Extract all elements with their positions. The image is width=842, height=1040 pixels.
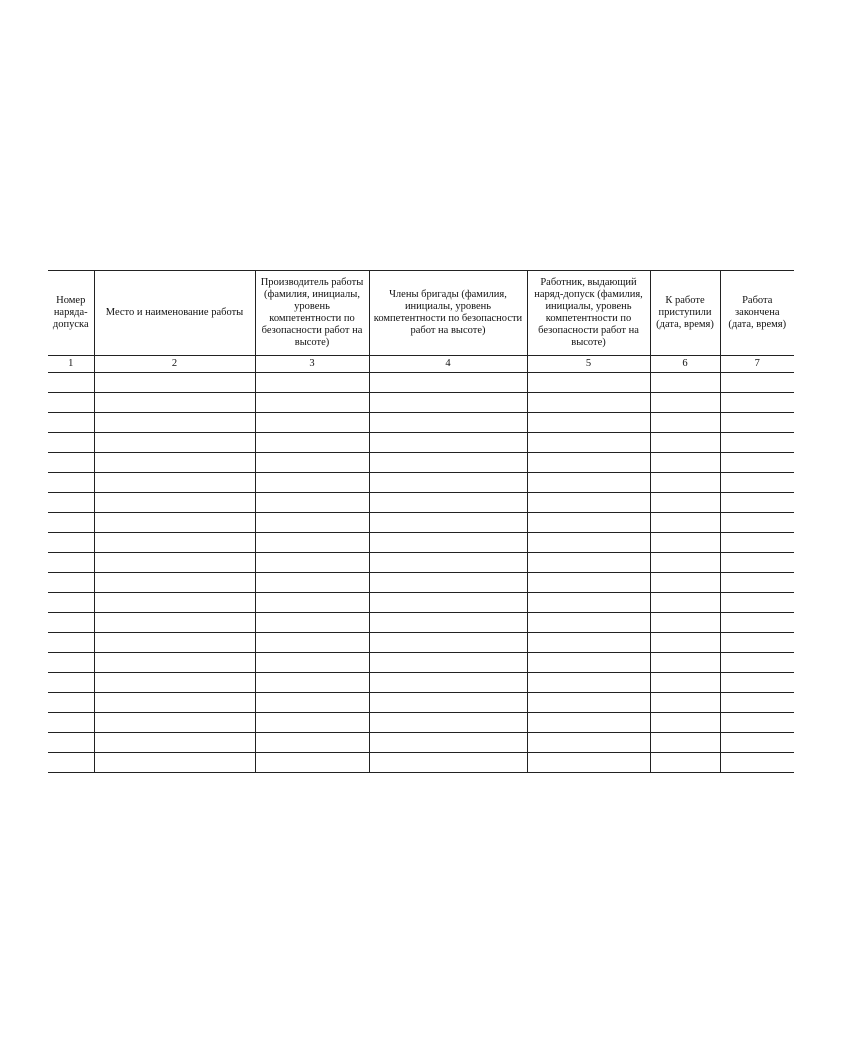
table-cell: [94, 413, 255, 433]
table-row: [48, 533, 794, 553]
table-cell: [369, 593, 527, 613]
table-cell: [650, 493, 720, 513]
table-cell: [48, 673, 94, 693]
table-cell: [527, 653, 650, 673]
table-cell: [369, 573, 527, 593]
table-cell: [255, 593, 369, 613]
table-cell: [527, 513, 650, 533]
table-cell: [650, 373, 720, 393]
column-number: 7: [720, 356, 794, 373]
table-cell: [720, 633, 794, 653]
table-cell: [94, 693, 255, 713]
table-row: [48, 513, 794, 533]
table-cell: [650, 653, 720, 673]
table-cell: [369, 533, 527, 553]
table-cell: [369, 653, 527, 673]
table-cell: [48, 633, 94, 653]
table-cell: [369, 393, 527, 413]
table-cell: [255, 453, 369, 473]
column-number: 6: [650, 356, 720, 373]
table-cell: [255, 413, 369, 433]
table-cell: [650, 673, 720, 693]
table-cell: [255, 493, 369, 513]
table-cell: [255, 513, 369, 533]
table-row: [48, 593, 794, 613]
table-cell: [720, 753, 794, 773]
table-cell: [48, 733, 94, 753]
table-row: [48, 753, 794, 773]
table-cell: [369, 513, 527, 533]
table-cell: [650, 733, 720, 753]
column-number: 1: [48, 356, 94, 373]
table-cell: [369, 553, 527, 573]
table-cell: [720, 473, 794, 493]
table-cell: [527, 453, 650, 473]
table-cell: [48, 413, 94, 433]
table-cell: [527, 553, 650, 573]
table-cell: [650, 593, 720, 613]
table-cell: [527, 633, 650, 653]
table-row: [48, 733, 794, 753]
table-cell: [527, 713, 650, 733]
table-cell: [650, 393, 720, 413]
table-cell: [720, 713, 794, 733]
table-cell: [94, 673, 255, 693]
table-cell: [94, 533, 255, 553]
table-cell: [650, 513, 720, 533]
table-cell: [255, 733, 369, 753]
table-cell: [255, 653, 369, 673]
header-permit-number: Номер наряда-допуска: [48, 271, 94, 356]
table-cell: [650, 693, 720, 713]
table-row: [48, 393, 794, 413]
table-cell: [94, 633, 255, 653]
table-cell: [94, 513, 255, 533]
header-work-place: Место и наименование работы: [94, 271, 255, 356]
table-cell: [48, 553, 94, 573]
table-cell: [720, 453, 794, 473]
table-cell: [527, 673, 650, 693]
table-cell: [720, 573, 794, 593]
table-cell: [94, 593, 255, 613]
table-cell: [527, 393, 650, 413]
table-cell: [48, 613, 94, 633]
column-number: 5: [527, 356, 650, 373]
table-cell: [255, 633, 369, 653]
table-cell: [527, 753, 650, 773]
table-cell: [527, 613, 650, 633]
table-cell: [369, 693, 527, 713]
table-cell: [527, 493, 650, 513]
table-cell: [369, 633, 527, 653]
table-cell: [369, 433, 527, 453]
table-cell: [720, 653, 794, 673]
table-cell: [650, 453, 720, 473]
table-cell: [94, 393, 255, 413]
table-cell: [94, 653, 255, 673]
table-row: [48, 693, 794, 713]
table-row: [48, 473, 794, 493]
table-cell: [48, 493, 94, 513]
table-cell: [650, 533, 720, 553]
table-cell: [94, 473, 255, 493]
table-cell: [94, 433, 255, 453]
header-team-members: Члены бригады (фамилия, инициалы, уровень компетентности по безопасности работ на высоте): [369, 271, 527, 356]
table-cell: [720, 593, 794, 613]
header-permit-issuer: Работник, выдающий наряд-допуск (фамилия, инициалы, уровень компетентности по безопасности работ на высоте): [527, 271, 650, 356]
table-cell: [650, 633, 720, 653]
table-cell: [720, 693, 794, 713]
table-cell: [369, 493, 527, 513]
table-row: [48, 613, 794, 633]
table-cell: [255, 713, 369, 733]
table-cell: [255, 433, 369, 453]
table-cell: [720, 673, 794, 693]
table-cell: [48, 433, 94, 453]
table-cell: [527, 593, 650, 613]
table-row: [48, 373, 794, 393]
table-cell: [369, 473, 527, 493]
table-cell: [255, 613, 369, 633]
table-cell: [48, 713, 94, 733]
table-cell: [720, 613, 794, 633]
table-cell: [48, 653, 94, 673]
table-cell: [527, 473, 650, 493]
table-cell: [527, 733, 650, 753]
table-cell: [650, 613, 720, 633]
table-cell: [48, 473, 94, 493]
table-cell: [48, 453, 94, 473]
table-cell: [369, 753, 527, 773]
table-cell: [255, 573, 369, 593]
table-cell: [369, 613, 527, 633]
table-cell: [720, 493, 794, 513]
table-cell: [720, 393, 794, 413]
table-cell: [650, 553, 720, 573]
table-cell: [48, 753, 94, 773]
column-number-row: [48, 356, 794, 373]
table-cell: [527, 573, 650, 593]
table-cell: [527, 413, 650, 433]
table-cell: [48, 513, 94, 533]
table-cell: [255, 393, 369, 413]
table-cell: [720, 433, 794, 453]
table-row: [48, 653, 794, 673]
table-cell: [650, 413, 720, 433]
table-cell: [255, 693, 369, 713]
table-cell: [48, 533, 94, 553]
table-cell: [369, 713, 527, 733]
table-row: [48, 553, 794, 573]
table-cell: [255, 673, 369, 693]
table-cell: [650, 433, 720, 453]
header-work-started: К работе приступили (дата, время): [650, 271, 720, 356]
table-cell: [650, 573, 720, 593]
table-cell: [255, 753, 369, 773]
journal-body: [48, 373, 794, 773]
table-cell: [527, 693, 650, 713]
table-cell: [720, 533, 794, 553]
table-cell: [369, 673, 527, 693]
table-cell: [720, 413, 794, 433]
table-cell: [527, 373, 650, 393]
table-row: [48, 573, 794, 593]
table-cell: [369, 373, 527, 393]
table-cell: [720, 373, 794, 393]
table-cell: [94, 493, 255, 513]
table-cell: [255, 553, 369, 573]
header-work-finished: Работа закончена (дата, время): [720, 271, 794, 356]
table-row: [48, 493, 794, 513]
work-permit-journal-table: [48, 270, 794, 773]
table-row: [48, 673, 794, 693]
table-cell: [369, 453, 527, 473]
table-cell: [94, 453, 255, 473]
table-cell: [369, 733, 527, 753]
table-cell: [94, 613, 255, 633]
table-cell: [94, 573, 255, 593]
table-cell: [650, 713, 720, 733]
table-cell: [650, 473, 720, 493]
table-cell: [255, 373, 369, 393]
table-cell: [48, 393, 94, 413]
header-work-producer: Производитель работы (фамилия, инициалы, уровень компетентности по безопасности работ на высоте): [255, 271, 369, 356]
table-cell: [94, 373, 255, 393]
header-row: [48, 271, 794, 356]
table-cell: [94, 733, 255, 753]
table-cell: [720, 733, 794, 753]
table-row: [48, 433, 794, 453]
table-cell: [48, 693, 94, 713]
table-row: [48, 413, 794, 433]
table-cell: [369, 413, 527, 433]
table-cell: [527, 433, 650, 453]
column-number: 3: [255, 356, 369, 373]
table-cell: [94, 713, 255, 733]
column-number: 2: [94, 356, 255, 373]
table-cell: [48, 593, 94, 613]
table-cell: [255, 533, 369, 553]
table-cell: [94, 753, 255, 773]
table-cell: [720, 553, 794, 573]
table-cell: [48, 373, 94, 393]
table-cell: [650, 753, 720, 773]
table-cell: [94, 553, 255, 573]
table-cell: [255, 473, 369, 493]
table-row: [48, 713, 794, 733]
table-row: [48, 633, 794, 653]
table-row: [48, 453, 794, 473]
table-cell: [720, 513, 794, 533]
table-cell: [527, 533, 650, 553]
column-number: 4: [369, 356, 527, 373]
table-cell: [48, 573, 94, 593]
